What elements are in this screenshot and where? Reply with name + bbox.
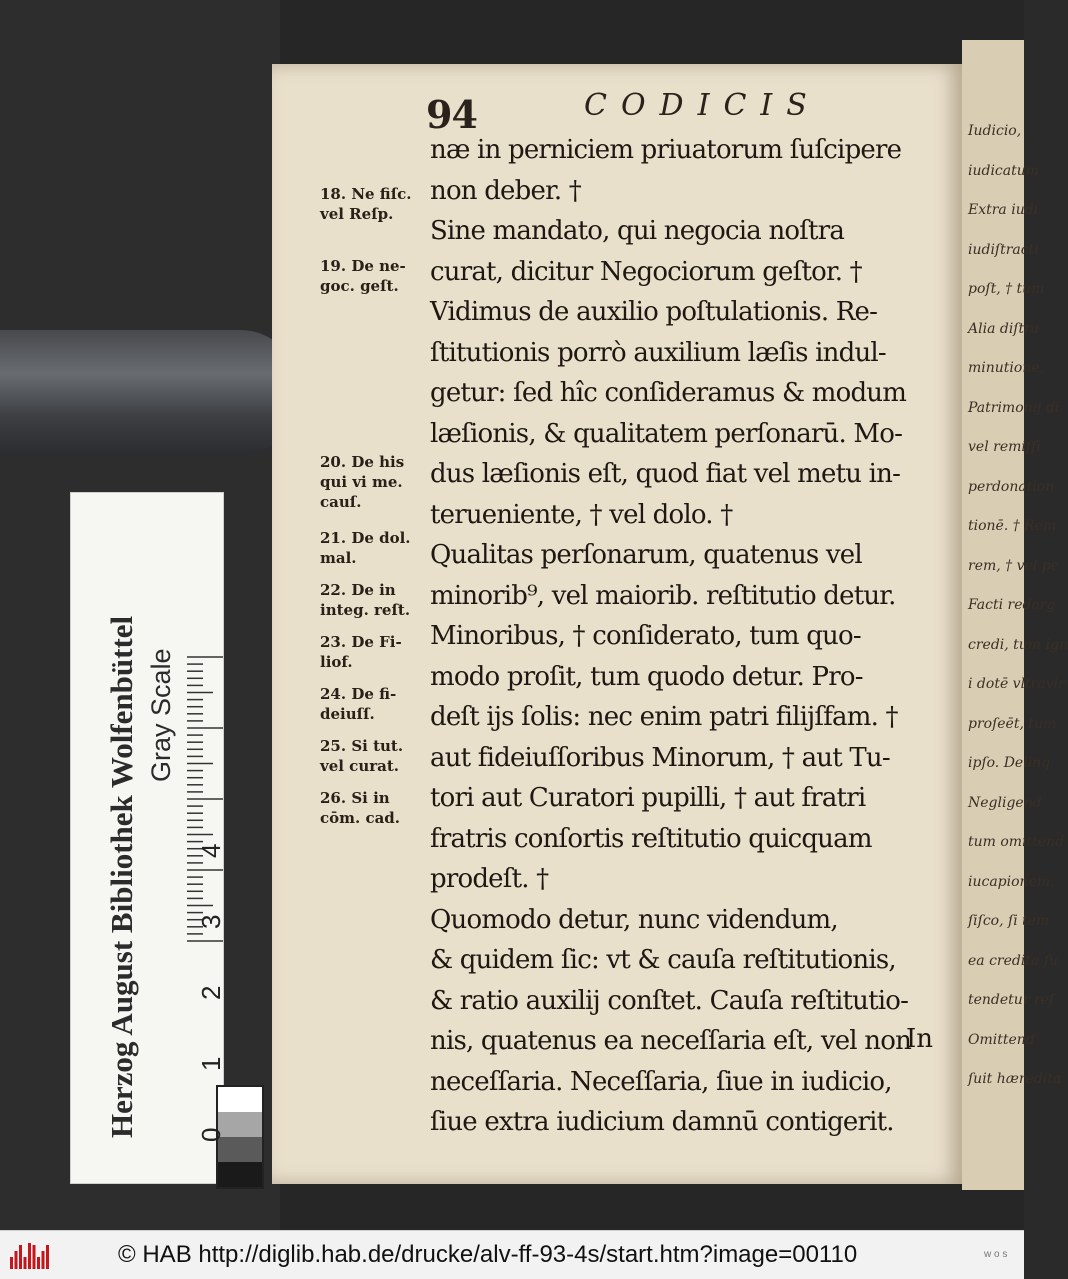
- margin-note-line: liof.: [320, 653, 353, 671]
- text-line: terueniente, † vel dolo. †: [430, 499, 733, 530]
- next-page-line: tum omittend: [968, 834, 1065, 850]
- next-page-line: i dotē vltravir: [968, 676, 1065, 692]
- ruler-number: 0: [196, 1127, 226, 1142]
- logo-bar: [42, 1251, 45, 1269]
- next-page-text: [962, 40, 1068, 1100]
- text-line: Vidimus de auxilio poſtulationis. Re-: [430, 297, 878, 327]
- text-line: Minoribus, † conſiderato, tum quo-: [430, 621, 861, 651]
- text-line: dus læſionis eſt, quod fiat vel metu in-: [430, 459, 901, 489]
- running-head: CODICIS: [584, 88, 821, 123]
- next-page-line: iucapionem,: [968, 873, 1055, 890]
- text-line: Sine mandato, qui negocia noſtra: [430, 216, 845, 246]
- text-line: nis, quatenus ea neceſſaria eſt, vel non: [430, 1026, 912, 1056]
- margin-note-line: cōm. cad.: [320, 809, 401, 827]
- gray-swatch: [218, 1162, 262, 1187]
- text-line: Qualitas perſonarum, quatenus vel: [430, 540, 862, 570]
- text-line: & quidem ſic: vt & cauſa reſtitutionis,: [430, 945, 896, 975]
- next-page-line: ſiſco, ſi tem: [968, 913, 1050, 929]
- text-line: non deber. †: [430, 175, 581, 206]
- next-page-line: Facti redarg: [968, 597, 1056, 613]
- margin-note-line: 19. De ne-: [320, 257, 406, 275]
- next-page-line: Alia diſtra: [968, 320, 1040, 337]
- text-line: modo proſit, tum quodo detur. Pro-: [430, 661, 863, 692]
- next-page-line: iudiſtracti: [968, 241, 1039, 258]
- catchword: In: [906, 1024, 934, 1054]
- ruler-number: 3: [196, 914, 226, 929]
- next-page-line: vel remiſſi: [968, 439, 1041, 455]
- next-page-line: iudicatum: [968, 162, 1040, 179]
- footer-url[interactable]: © HAB http://diglib.hab.de/drucke/alv-ff-93-4s/start.htm?image=00110: [118, 1241, 858, 1268]
- ruler-title: Herzog August Bibliothek Wolfenbüttel: [104, 615, 139, 1138]
- margin-note-line: cauſ.: [320, 493, 362, 511]
- margin-note-line: 22. De in: [320, 581, 396, 599]
- margin-note: [320, 452, 404, 512]
- text-line: ſtitutionis porrò auxilium læſis indul-: [430, 337, 886, 368]
- text-line: minorib⁹, vel maiorib. reſtitutio detur.: [430, 580, 896, 611]
- logo-bar: [37, 1257, 40, 1269]
- text-line: & ratio auxilij conſtet. Cauſa reſtitutio-: [430, 985, 909, 1016]
- margin-note-line: 25. Si tut.: [320, 737, 404, 755]
- margin-note-line: 24. De fi-: [320, 685, 397, 703]
- next-page-line: Omittend: [968, 1031, 1035, 1048]
- next-page-line: perdonation: [968, 478, 1055, 495]
- margin-note-line: deiuſſ.: [320, 705, 375, 723]
- margin-note-line: 21. De dol.: [320, 529, 411, 547]
- text-line: prodeſt. †: [430, 864, 549, 894]
- ruler-number: 4: [196, 843, 226, 858]
- logo-bar: [10, 1257, 13, 1269]
- ruler-number: 1: [196, 1056, 226, 1071]
- logo-bar: [15, 1251, 18, 1269]
- next-page-line: tionē. † Rem: [968, 518, 1057, 534]
- margin-note: [320, 684, 396, 724]
- text-line: curat, dicitur Negociorum geſtor. †: [430, 256, 862, 287]
- text-line: fratris conſortis reſtitutio quicquam: [430, 823, 872, 854]
- margin-note: [320, 184, 412, 224]
- next-page-line: poſt, † tum: [968, 281, 1045, 297]
- ruler-number: 2: [196, 985, 226, 1000]
- next-page-line: proſeēt, tum: [968, 715, 1057, 732]
- text-line: næ in perniciem priuatorum ſuſcipere: [430, 135, 902, 165]
- next-page-line: credi, tum ign: [968, 636, 1068, 653]
- text-line: tori aut Curatori pupilli, † aut fratri: [430, 783, 866, 813]
- text-line: Quomodo detur, nunc videndum,: [430, 904, 838, 935]
- logo-bar: [19, 1245, 22, 1269]
- next-page-line: tendetur reſ: [968, 992, 1055, 1008]
- hab-logo-icon: [8, 1239, 52, 1271]
- margin-note-line: vel curat.: [320, 757, 399, 775]
- logo-bar: [33, 1245, 36, 1269]
- gray-scale-label: Gray Scale: [146, 648, 176, 782]
- next-page-line: ea credita fu: [968, 952, 1058, 969]
- margin-note-line: integ. reſt.: [320, 601, 411, 619]
- text-line: læſionis, & qualitatem perſonarū. Mo-: [430, 418, 903, 449]
- text-line: aut fideiuſſoribus Minorum, † aut Tu-: [430, 742, 890, 773]
- footer-bar: [0, 1230, 1024, 1279]
- next-page-line: ipſo. Delinq: [968, 755, 1051, 771]
- logo-bar: [46, 1245, 49, 1269]
- next-page-edge: [962, 40, 1068, 1190]
- page-clip: [0, 330, 300, 455]
- next-page-line: Negligend: [968, 794, 1042, 811]
- margin-note-line: 20. De his: [320, 453, 405, 471]
- gray-swatch: [218, 1087, 262, 1112]
- margin-note-line: 26. Si in: [320, 789, 390, 807]
- margin-note: [320, 632, 402, 672]
- footer-tiny-text: w o s: [984, 1249, 1008, 1260]
- folio-number: 94: [426, 92, 477, 137]
- next-page-line: Iudicio,: [968, 123, 1022, 139]
- logo-bar: [24, 1257, 27, 1269]
- margin-note-line: mal.: [320, 549, 357, 567]
- margin-note: [320, 736, 403, 776]
- text-line: deſt ijs ſolis: nec enim patri filijſfam. †: [430, 702, 898, 732]
- next-page-line: minutione,: [968, 360, 1045, 376]
- text-line: neceſſaria. Neceſſaria, ſiue in iudicio,: [430, 1066, 892, 1097]
- margin-note: [320, 528, 411, 568]
- logo-bar: [28, 1243, 31, 1269]
- margin-note-line: 18. Ne fiſc.: [320, 185, 412, 203]
- main-text-block: [430, 130, 950, 1143]
- margin-note-line: goc. geſt.: [320, 277, 399, 295]
- page-header: [420, 88, 940, 137]
- text-line: ſiue extra iudicium damnū contigerit.: [430, 1107, 894, 1137]
- margin-note: [320, 788, 400, 828]
- text-line: getur: ſed hîc conſideramus & modum: [430, 378, 907, 408]
- next-page-line: Extra iudi: [968, 202, 1039, 218]
- next-page-line: Patrimonij di: [968, 399, 1060, 416]
- next-page-line: rem, † vel pe: [968, 557, 1059, 574]
- next-page-line: ſuit hæredita: [968, 1071, 1062, 1087]
- margin-note-line: vel Reſp.: [320, 205, 394, 223]
- margin-note: [320, 256, 406, 296]
- margin-note: [320, 580, 410, 620]
- margin-note-line: qui vi me.: [320, 473, 403, 491]
- margin-note-line: 23. De Fi-: [320, 633, 402, 651]
